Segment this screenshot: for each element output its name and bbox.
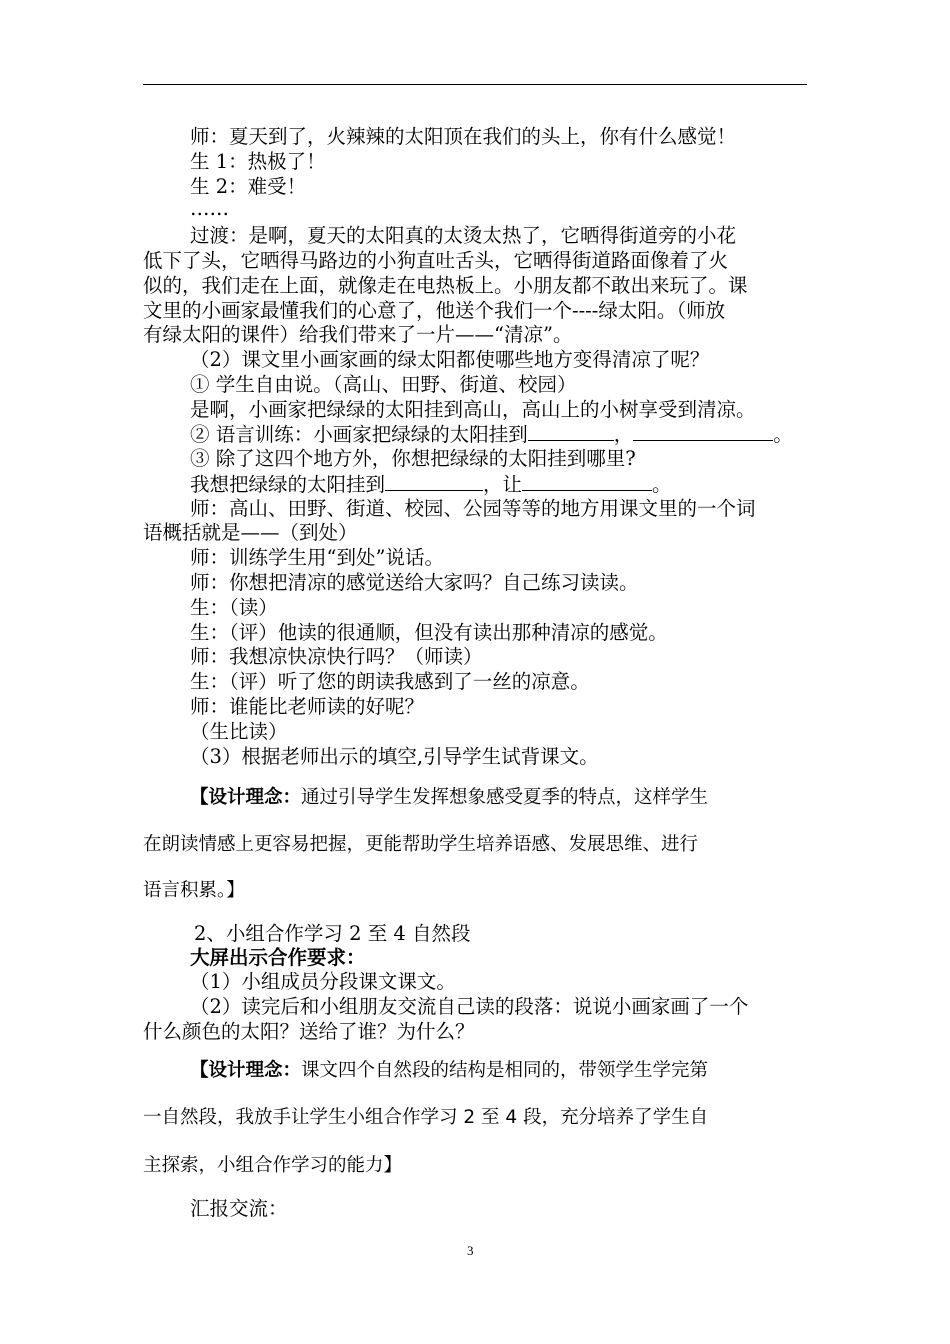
text-fragment: ，: [613, 423, 634, 446]
text-fragment: 。: [773, 423, 793, 446]
page-number: 3: [467, 1243, 474, 1258]
header-rule: [143, 84, 807, 85]
fill-in-line: [190, 472, 672, 497]
text-line: 生：（评）他读的很通顺，但没有读出那种清凉的感觉。: [190, 621, 668, 644]
text-line: 师：高山、田野、街道、校园、公园等等的地方用课文里的一个词: [190, 497, 756, 520]
text-line: ……: [190, 197, 229, 220]
text-line: 汇报交流：: [190, 1197, 288, 1220]
design-note-line: [190, 786, 708, 810]
text-fragment: 课文四个自然段的结构是相同的，带领学生学完第: [301, 1060, 709, 1081]
text-fragment: ② 语言训练：小画家把绿绿的太阳挂到: [190, 423, 528, 446]
fill-in-line: [190, 422, 793, 447]
text-line: 文里的小画家最懂我们的心意了，他送个我们一个----绿太阳。（师放: [143, 299, 726, 322]
text-line: （2）课文里小画家画的绿太阳都使哪些地方变得清凉了呢？: [190, 348, 710, 371]
text-line: ③ 除了这四个地方外，你想把绿绿的太阳挂到哪里?: [190, 447, 636, 470]
text-line: （生比读）: [190, 720, 288, 743]
text-line: 低下了头，它晒得马路边的小狗直吐舌头，它晒得街道路面像着了火: [143, 249, 729, 272]
text-line: 似的，我们走在上面，就像走在电热板上。小朋友都不敢出来玩了。课: [143, 274, 748, 297]
design-note-line: 语言积累。】: [143, 880, 245, 901]
text-fragment: ，让: [483, 473, 523, 496]
design-note-line: [190, 1059, 708, 1083]
text-line: 语概括就是——（到处）: [143, 521, 358, 544]
text-line: （1）小组成员分段课文课文。: [190, 970, 456, 993]
text-line: 生 2：难受！: [190, 175, 307, 198]
text-line: 大屏出示合作要求：: [190, 946, 366, 969]
text-line: （2）读完后和小组朋友交流自己读的段落：说说小画家画了一个: [190, 995, 749, 1018]
fill-in-blank: [633, 422, 773, 441]
text-line: 师：夏天到了，火辣辣的太阳顶在我们的头上，你有什么感觉！: [190, 125, 737, 148]
design-note-line: 一自然段，我放手让学生小组合作学习 2 至 4 段，充分培养了学生自: [143, 1107, 709, 1128]
fill-in-blank: [522, 472, 652, 491]
text-fragment: 通过引导学生发挥想象感受夏季的特点，这样学生: [301, 787, 709, 808]
text-fragment: 。: [652, 473, 672, 496]
text-fragment: 我想把绿绿的太阳挂到: [190, 473, 386, 496]
text-line: （3）根据老师出示的填空,引导学生试背课文。: [190, 745, 599, 768]
text-line: 过渡：是啊，夏天的太阳真的太烫太热了，它晒得街道旁的小花: [190, 224, 737, 247]
text-line: ① 学生自由说。（高山、田野、街道、校园）: [190, 373, 577, 396]
text-line: 生：（评）听了您的朗读我感到了一丝的凉意。: [190, 670, 590, 693]
text-line: 是啊，小画家把绿绿的太阳挂到高山，高山上的小树享受到清凉。: [190, 398, 756, 421]
design-note-line: 主探索，小组合作学习的能力】: [143, 1155, 403, 1176]
design-note-label: 【设计理念：: [190, 1060, 302, 1081]
fill-in-blank: [528, 422, 614, 441]
text-line: 师：谁能比老师读的好呢？: [190, 695, 425, 718]
section-heading: 2、小组合作学习 2 至 4 自然段: [194, 922, 471, 945]
text-line: 师：训练学生用“到处”说话。: [190, 546, 444, 569]
text-line: 师：你想把清凉的感觉送给大家吗？自己练习读读。: [190, 571, 639, 594]
fill-in-blank: [385, 472, 483, 491]
text-line: 有绿太阳的课件）给我们带来了一片——“清凉”。: [143, 323, 573, 346]
text-line: 生：（读）: [190, 596, 278, 619]
design-note-label: 【设计理念：: [190, 787, 302, 808]
text-line: 生 1：热极了！: [190, 150, 326, 173]
text-line: 什么颜色的太阳？送给了谁？为什么？: [143, 1020, 475, 1043]
text-line: 师：我想凉快凉快行吗？（师读）: [190, 645, 483, 668]
design-note-line: 在朗读情感上更容易把握，更能帮助学生培养语感、发展思维、进行: [143, 834, 699, 855]
